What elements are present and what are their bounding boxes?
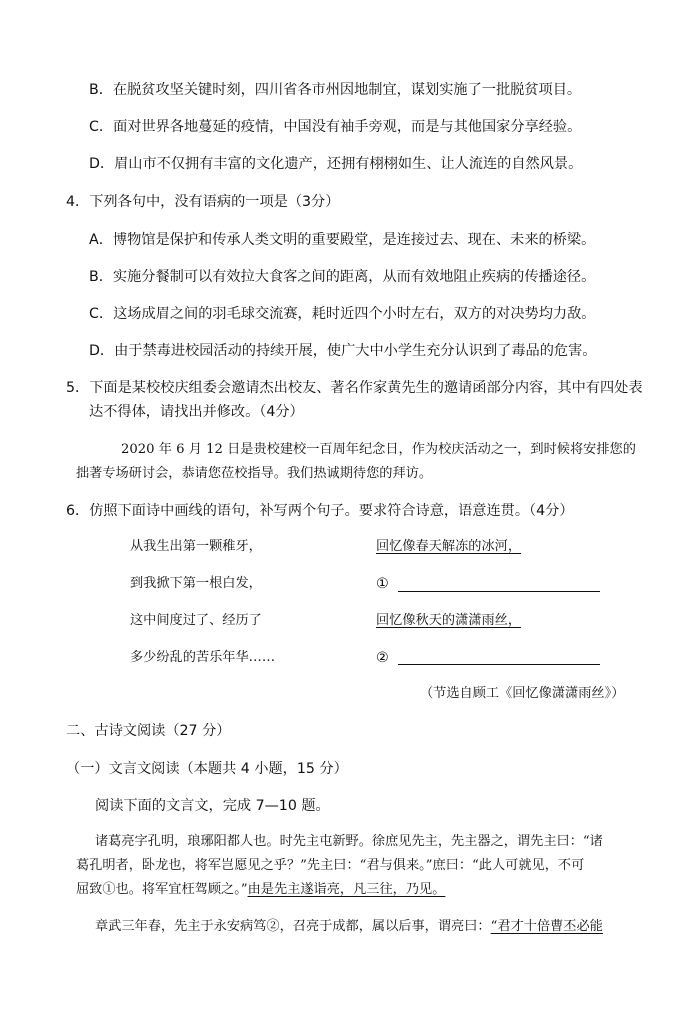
passage-p1-line2: 葛孔明者，卧龙也，将军岂愿见之乎？”先主曰：“君与俱来。”庶曰：“此人可就见，不可 [76,858,585,873]
poem-line-3: 这中间度过了、经历了 [130,613,262,628]
q5-letter-line1: 2020 年 6 月 12 日是贵校建校一百周年纪念日，作为校庆活动之一，到时候将安排您的 [121,442,636,457]
q5-letter-line2: 拙著专场研讨会，恭请您莅校指导。我们热诚期待您的拜访。 [76,466,433,481]
passage-p1-line1: 诸葛亮字孔明，琅琊阳都人也。时先主屯新野。徐庶见先主，先主器之，谓先主曰：“诸 [95,834,603,849]
poem-underlined-2: 回忆像秋天的潇潇雨丝， [376,613,522,628]
q3-option-d: D．眉山市不仅拥有丰富的文化遗产，还拥有栩栩如生、让人流连的自然风景。 [89,156,583,172]
q3-option-b: B．在脱贫攻坚关键时刻，四川省各市州因地制宜，谋划实施了一批脱贫项目。 [89,82,582,98]
answer-blank-1[interactable] [398,591,600,592]
q4-option-b: B．实施分餐制可以有效拉大食客之间的距离，从而有效地阻止疾病的传播途径。 [89,269,596,285]
poem-underlined-1: 回忆像春天解冻的冰河， [376,539,522,554]
q4-option-d: D．由于禁毒进校园活动的持续开展，使广大中小学生充分认识到了毒品的危害。 [89,343,597,359]
q4-stem: 4．下列各句中，没有语病的一项是（3分） [66,194,340,210]
answer-blank-2[interactable] [398,664,600,665]
reading-instruction: 阅读下面的文言文，完成 7—10 题。 [95,798,330,814]
passage-p1-underlined: 由是先主遂诣亮，凡三往，乃见。 [247,882,446,897]
poem-line-2: 到我掀下第一根白发， [130,576,262,591]
blank-marker-2: ② [376,650,389,666]
blank-marker-1: ① [376,576,389,592]
q5-stem-line2: 达不得体，请找出并修改。（4分） [89,404,304,420]
poem-line-4: 多少纷乱的苦乐年华…… [130,650,276,665]
q4-option-c: C．这场成眉之间的羽毛球交流赛，耗时近四个小时左右，双方的对决势均力敌。 [89,306,596,322]
q6-stem: 6．仿照下面诗中画线的语句，补写两个句子。要求符合诗意，语意连贯。（4分） [66,503,574,519]
passage-p2-underlined: “君才十倍曹丕必能 [490,919,603,934]
q4-option-a: A．博物馆是保护和传承人类文明的重要殿堂，是连接过去、现在、未来的桥梁。 [89,232,596,248]
passage-p2-line1 [95,917,603,937]
q5-stem-line1: 5．下面是某校校庆组委会邀请杰出校友、著名作家黄先生的邀请函部分内容，其中有四处表 [66,380,643,396]
poem-line-1: 从我生出第一颗稚牙， [130,539,262,554]
poem-source: （节选自顾工《回忆像潇潇雨丝》） [420,686,625,701]
passage-p1-line3 [76,880,445,900]
passage-p1-line3-plain: 屈致①也。将军宜枉驾顾之。” [76,882,248,897]
subsection-title: （一）文言文阅读（本题共 4 小题，15 分） [66,761,348,777]
passage-p2-line1-plain: 章武三年春，先主于永安病笃②，召亮于成都，属以后事，谓亮曰： [95,919,491,934]
section-title: 二、古诗文阅读（27 分） [66,723,231,739]
q3-option-c: C．面对世界各地蔓延的疫情，中国没有袖手旁观，而是与其他国家分享经验。 [89,119,582,135]
